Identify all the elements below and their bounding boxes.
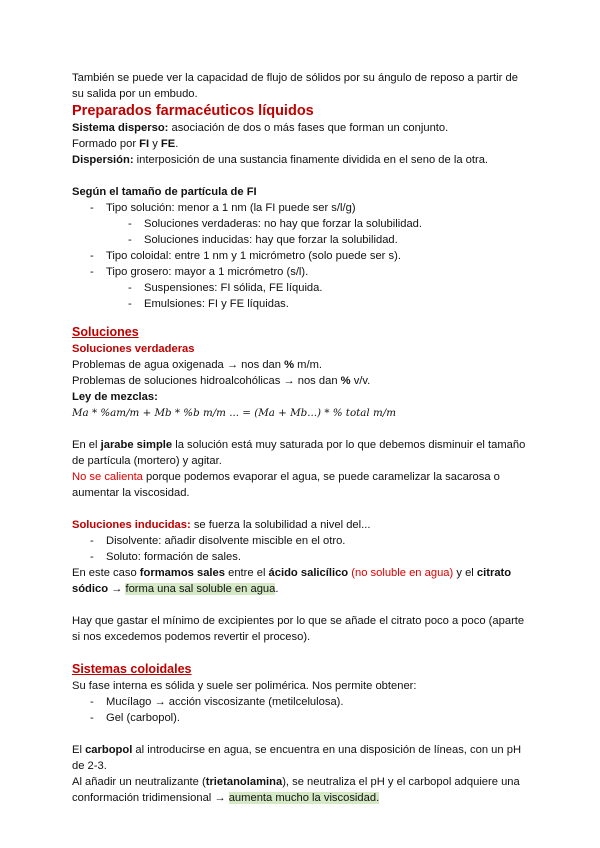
list-item: - Soluto: formación de sales. — [72, 549, 532, 565]
coloidales-intro: Su fase interna es sólida y suele ser polimérica. Nos permite obtener: — [72, 680, 417, 692]
intro-paragraph: También se puede ver la capacidad de flujo de sólidos por su ángulo de reposo a partir de su salida por un embudo. — [72, 72, 518, 100]
list-item: - Tipo solución: menor a 1 nm (la FI puede ser s/l/g) — [72, 200, 532, 216]
coloidales-list — [72, 694, 532, 726]
carbopol-paragraph: El carbopol al introducirse en agua, se encuentra en una disposición de líneas, con un pH de 2-3. — [72, 744, 522, 772]
sistema-disperso-term: Sistema disperso: — [72, 122, 169, 134]
list-item: - Gel (carbopol). — [72, 710, 532, 726]
tamano-list — [72, 200, 532, 312]
ley-mezclas-heading: Ley de mezclas: — [72, 391, 158, 403]
list-item: - Tipo grosero: mayor a 1 micrómetro (s/l). — [72, 264, 532, 280]
excipientes-paragraph: Hay que gastar el mínimo de excipientes por lo que se añade el citrato poco a poco (aparte si nos excedemos podemos revertir el proceso). — [72, 615, 525, 643]
highlight: aumenta mucho la viscosidad. — [228, 792, 380, 804]
citrato-paragraph: En este caso formamos sales entre el ácido salicílico (no soluble en agua) y el citrato sódico → forma una sal soluble en agua. — [72, 567, 512, 595]
ley-mezclas-formula: Ma * %am/m + Mb * %b m/m ... = (Ma + Mb...) * % total m/m — [72, 407, 396, 419]
heading-preparados: Preparados farmacéuticos líquidos — [72, 103, 314, 119]
highlight: forma una sal soluble en agua — [125, 583, 276, 595]
list-item: - Disolvente: añadir disolvente miscible en el otro. — [72, 533, 532, 549]
problemas-agua-oxigenada: Problemas de agua oxigenada → nos dan % m/m. — [72, 359, 323, 371]
list-item: - Suspensiones: FI sólida, FE líquida. — [72, 280, 532, 296]
heading-sistemas-coloidales: Sistemas coloidales — [72, 662, 192, 676]
heading-soluciones: Soluciones — [72, 325, 139, 339]
heading-soluciones-verdaderas: Soluciones verdaderas — [72, 343, 195, 355]
soluciones-inducidas-line: Soluciones inducidas: se fuerza la solubilidad a nivel del... — [72, 519, 371, 531]
neutralizante-paragraph: Al añadir un neutralizante (trietanolamina), se neutraliza el pH y el carbopol adquiere una conformación tridimensional → aumenta mucho la viscosidad. — [72, 776, 520, 804]
sistema-disperso-definition: Sistema disperso: asociación de dos o más fases que forman un conjunto. — [72, 122, 449, 134]
list-item: - Tipo coloidal: entre 1 nm y 1 micrómetro (solo puede ser s). — [72, 248, 532, 264]
list-item: - Mucílago → acción viscosizante (metilcelulosa). — [72, 694, 532, 710]
list-item: - Emulsiones: FI y FE líquidas. — [72, 296, 532, 312]
tamano-heading: Según el tamaño de partícula de FI — [72, 186, 257, 198]
list-item: - Soluciones verdaderas: no hay que forzar la solubilidad. — [72, 216, 532, 232]
list-item: - Soluciones inducidas: hay que forzar la solubilidad. — [72, 232, 532, 248]
formado-por-line: Formado por FI y FE. — [72, 138, 179, 150]
problemas-hidroalcoholicas: Problemas de soluciones hidroalcohólicas → nos dan % v/v. — [72, 375, 371, 387]
jarabe-paragraph: En el jarabe simple la solución está muy saturada por lo que debemos disminuir el tamaño de partícula (mortero) y agitar. — [72, 439, 526, 467]
no-calienta-paragraph: No se calienta porque podemos evaporar el agua, se puede caramelizar la sacarosa o aumentar la viscosidad. — [72, 471, 500, 499]
document-page — [72, 70, 532, 806]
inducidas-list — [72, 533, 532, 565]
dispersion-term: Dispersión: — [72, 154, 134, 166]
dispersion-definition: Dispersión: interposición de una sustancia finamente dividida en el seno de la otra. — [72, 154, 489, 166]
